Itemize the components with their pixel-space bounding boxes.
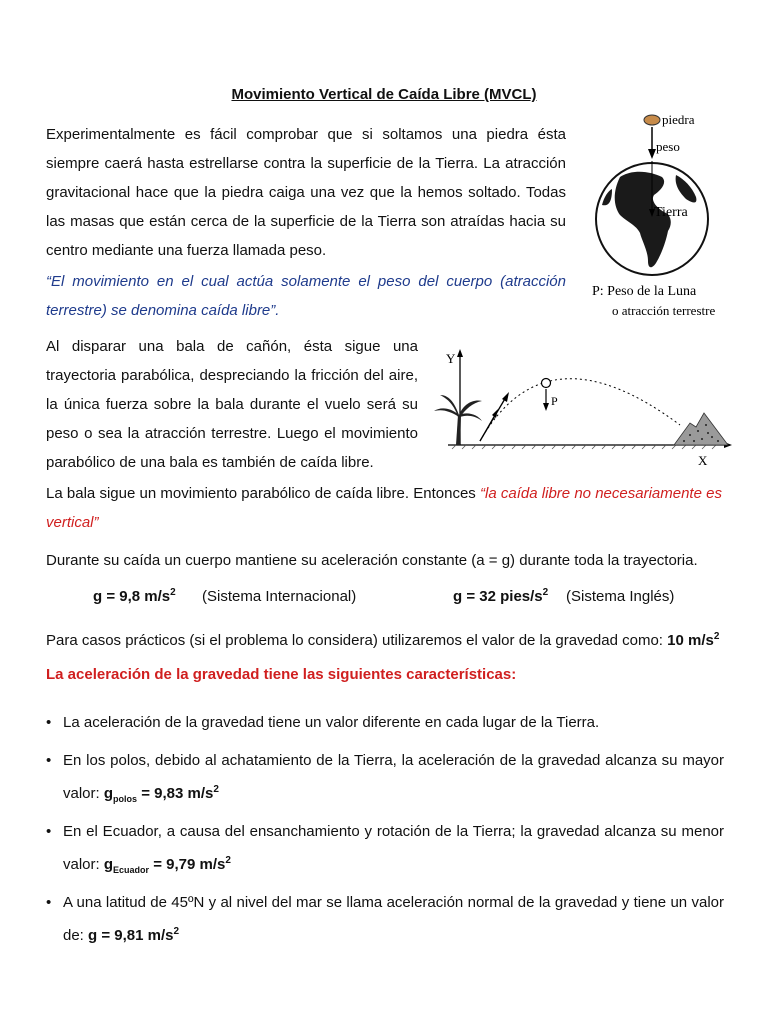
figure-caption-line2: o atracción terrestre: [612, 303, 716, 318]
characteristics-list: [46, 706, 724, 952]
weight-vector-label: P: [551, 394, 558, 408]
g-poles-value: = 9,83 m/s: [137, 785, 214, 802]
gravity-english-text: g = 32 pies/s: [453, 588, 543, 605]
list-item: [46, 815, 724, 881]
figure-caption-line1: P: Peso de la Luna: [592, 284, 697, 299]
g-poles-symbol: g: [103, 785, 114, 802]
bullet-4-text: A una latitud de 45ºN y al nivel del mar se llama aceleración normal de la gravedad y tiene un valor de:: [63, 894, 724, 944]
list-item: [46, 706, 724, 739]
bullet-2-text: En los polos, debido al achatamiento de la Tierra, la aceleración de la gravedad alcanza su mayor valor:: [63, 752, 724, 802]
stone-icon: [644, 115, 660, 125]
parabolic-trajectory: [480, 379, 680, 441]
constant-acceleration-paragraph: Durante su caída un cuerpo mantiene su aceleración constante (a = g) durante toda la trayectoria.: [46, 552, 698, 569]
practical-value-paragraph: [46, 626, 746, 655]
bullet-3-text: En el Ecuador, a causa del ensanchamiento y rotación de la Tierra; la gravedad alcanza su menor valor:: [63, 823, 724, 873]
practical-value: 10 m/s: [667, 632, 714, 649]
gravity-si-text: g = 9,8 m/s: [93, 588, 171, 605]
g-poles-subscript: polos: [113, 794, 138, 804]
characteristics-heading: La aceleración de la gravedad tiene las siguientes características:: [46, 666, 517, 683]
parabolic-paragraph: [46, 479, 722, 537]
weight-arrowhead: [648, 149, 656, 159]
intro-paragraph: Experimentalmente es fácil comprobar que si soltamos una piedra ésta siempre caerá hasta estrellarse contra la superficie de la Tierra. La atracción gravitacional hace que la piedra caiga una vez que la hemos soltado. Todas las masas que están cerca de la superficie de la Tierra son atraídas hacia su centro mediante una fuerza llamada peso.: [46, 126, 566, 259]
stone-label: piedra: [662, 112, 695, 127]
gravity-english-system: (Sistema Inglés): [566, 588, 675, 605]
palm-tree-icon: [434, 395, 482, 445]
g-equator-exponent: 2: [225, 855, 231, 866]
gravity-si-value: [93, 588, 176, 605]
mountain-icon: [674, 413, 728, 445]
parabolic-highlight: “la caída libre no necesariamente es vertical”: [46, 485, 722, 531]
cannonball-icon: [542, 379, 551, 388]
cannon-paragraph: Al disparar una bala de cañón, ésta sigue una trayectoria parabólica, despreciando la fricción del aire, la única fuerza sobre la bala durante el vuelo será su peso o sea la atracción terrestre. Luego el movimiento parabólico de una bala es también de caída libre.: [46, 338, 418, 471]
y-axis-label: Y: [446, 351, 456, 366]
gravity-english-value: [453, 588, 548, 605]
g-normal-exponent: 2: [173, 926, 180, 937]
practical-text: Para casos prácticos (si el problema lo considera) utilizaremos el valor de la gravedad como:: [46, 632, 668, 649]
earth-label: Tierra: [654, 205, 688, 220]
weight-label: peso: [656, 139, 680, 154]
g-equator-subscript: Ecuador: [113, 865, 150, 875]
gravity-si-exponent: 2: [170, 587, 176, 598]
list-item: [46, 744, 724, 810]
definition-quote: “El movimiento en el cual actúa solamente el peso del cuerpo (atracción terrestre) se denomina caída libre”.: [46, 273, 566, 319]
practical-exponent: 2: [713, 631, 720, 642]
bullet-1-text: La aceleración de la gravedad tiene un valor diferente en cada lugar de la Tierra.: [63, 714, 600, 731]
trajectory-figure: [428, 345, 748, 470]
list-item: [46, 886, 724, 952]
g-equator-value: = 9,79 m/s: [149, 856, 226, 873]
g-normal-value: g = 9,81 m/s: [88, 927, 174, 944]
g-equator-symbol: g: [103, 856, 114, 873]
x-axis-label: X: [698, 453, 708, 468]
earth-gravity-figure: [580, 105, 750, 325]
g-poles-exponent: 2: [213, 784, 219, 795]
gravity-si-system: (Sistema Internacional): [202, 588, 357, 605]
earth-globe-icon: [596, 161, 708, 275]
gravity-english-exponent: 2: [542, 587, 549, 598]
page-title: Movimiento Vertical de Caída Libre (MVCL): [231, 86, 537, 103]
parabolic-text: La bala sigue un movimiento parabólico de caída libre. Entonces: [46, 485, 480, 502]
